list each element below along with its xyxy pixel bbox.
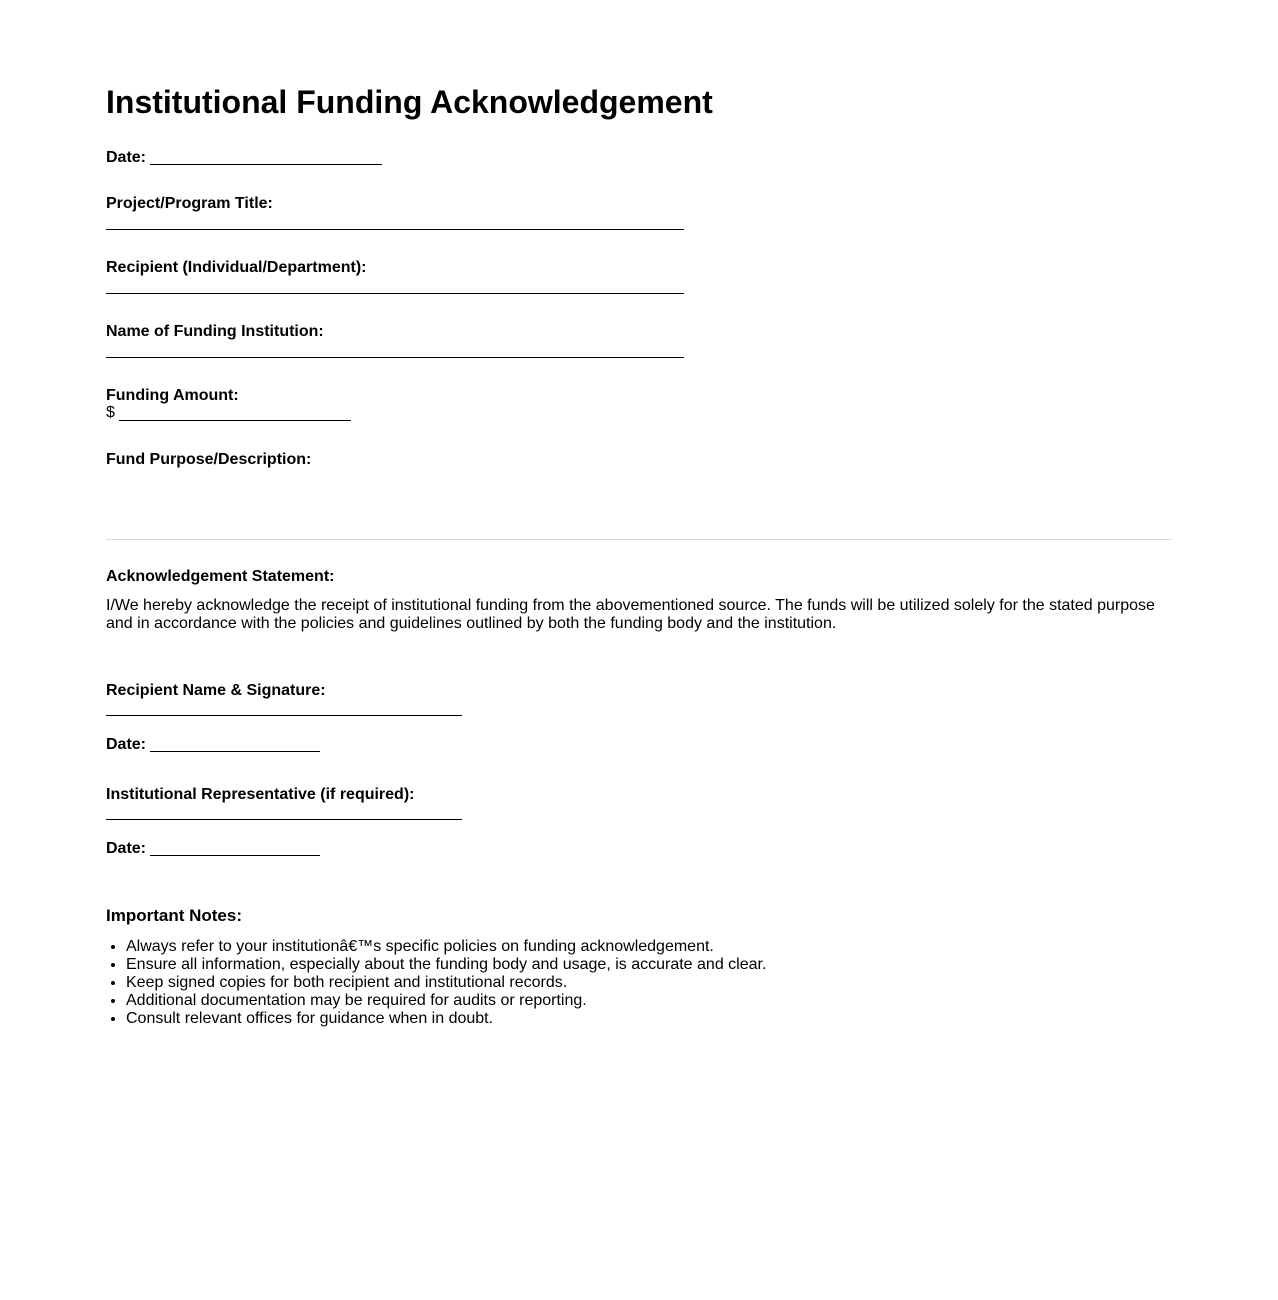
project-title-field[interactable]: [106, 229, 684, 230]
list-item: • Always refer to your institutionâ€™s specific policies on funding acknowledgement.: [126, 938, 766, 956]
list-item: • Additional documentation may be required for audits or reporting.: [126, 992, 766, 1010]
representative-date-label: Date:: [106, 840, 147, 857]
representative-signature-field[interactable]: [106, 819, 462, 820]
acknowledgement-heading: Acknowledgement Statement:: [106, 568, 335, 585]
project-title-label: Project/Program Title:: [106, 195, 273, 212]
representative-date-field[interactable]: [150, 855, 320, 856]
list-item: • Consult relevant offices for guidance when in doubt.: [126, 1010, 766, 1028]
institution-label: Name of Funding Institution:: [106, 323, 324, 340]
recipient-field[interactable]: [106, 293, 684, 294]
document-title: Institutional Funding Acknowledgement: [106, 84, 713, 120]
acknowledgement-text: I/We hereby acknowledge the receipt of institutional funding from the abovementioned source. The funds will be utilized solely for the stated purpose and in accordance with the policies and guidelines outlined by both the funding body and the institution.: [106, 597, 1155, 632]
amount-label: Funding Amount:: [106, 387, 239, 404]
purpose-field[interactable]: [106, 474, 1172, 530]
list-item: • Keep signed copies for both recipient and institutional records.: [126, 974, 766, 992]
recipient-date-label: Date:: [106, 736, 147, 753]
list-item: • Ensure all information, especially about the funding body and usage, is accurate and clear.: [126, 956, 766, 974]
amount-field[interactable]: [119, 420, 351, 421]
recipient-label: Recipient (Individual/Department):: [106, 259, 367, 276]
date-field[interactable]: [150, 164, 382, 165]
notes-heading: Important Notes:: [106, 906, 242, 925]
notes-list: [106, 938, 766, 1028]
date-label: Date:: [106, 149, 147, 166]
recipient-signature-field[interactable]: [106, 715, 462, 716]
section-divider: [106, 539, 1172, 540]
representative-signature-label: Institutional Representative (if required):: [106, 786, 415, 803]
purpose-label: Fund Purpose/Description:: [106, 451, 312, 468]
institution-field[interactable]: [106, 357, 684, 358]
recipient-signature-label: Recipient Name & Signature:: [106, 682, 326, 699]
recipient-date-field[interactable]: [150, 751, 320, 752]
currency-symbol: $: [106, 404, 115, 421]
